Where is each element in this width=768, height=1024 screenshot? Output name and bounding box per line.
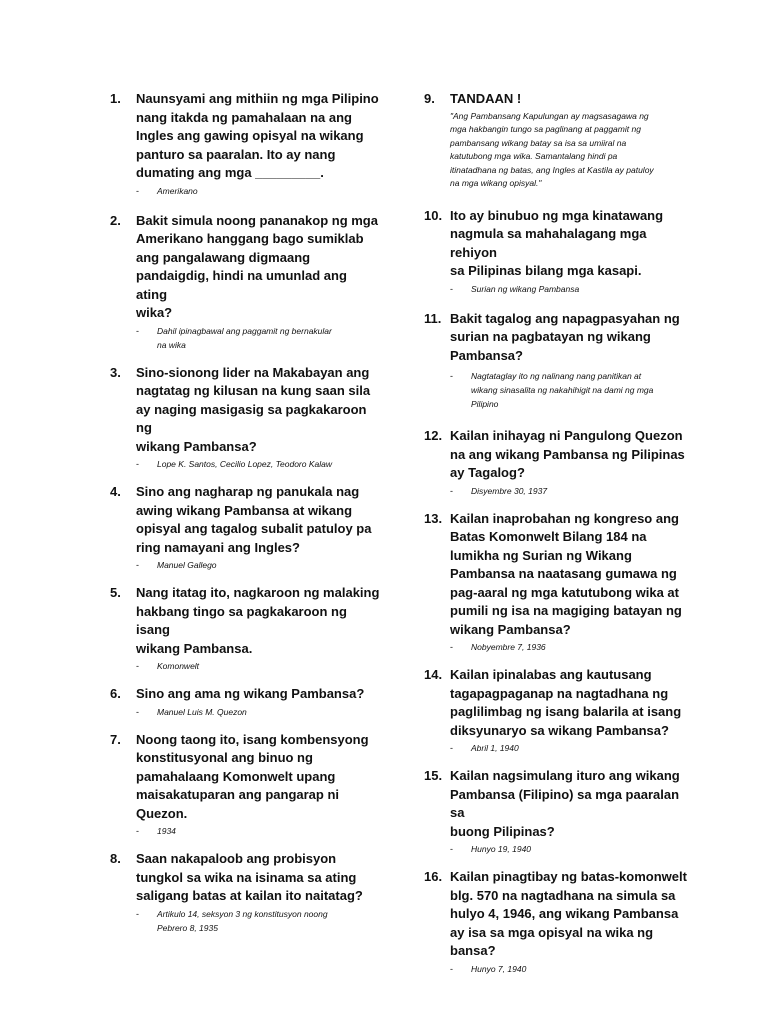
answer xyxy=(136,558,380,572)
question-number: 10. xyxy=(424,207,443,223)
answer-text: Surian ng wikang Pambansa xyxy=(471,283,580,294)
answer xyxy=(136,705,380,719)
question-item-4 xyxy=(110,483,380,572)
answer xyxy=(450,369,694,411)
question-text: Noong taong ito, isang kombensyong konstitusyonal ang binuo ng pamahalaang Komonwelt upang maisakatuparan ang pangarap ni Quezon. xyxy=(136,731,369,821)
answer xyxy=(450,282,694,296)
question-text: Sino ang ama ng wikang Pambansa? xyxy=(136,686,365,701)
answer-dash: - xyxy=(136,185,139,196)
answer xyxy=(136,824,380,838)
answer-text: Lope K. Santos, Cecilio Lopez, Teodoro Kalaw xyxy=(157,459,332,469)
question-item-14 xyxy=(424,666,694,755)
question-text: Kailan inaprobahan ng kongreso ang Batas Komonwelt Bilang 184 na lumikha ng Surian ng Wikang Pambansa na naatasang gumawa ng pag-aaral ng mga katutubong wika at pumili ng isa na magiging batayan ng wikang Pambansa? xyxy=(450,510,682,637)
question-number: 8. xyxy=(110,851,121,866)
question-text: Kailan pinagtibay ng batas-komonwelt blg. 570 na nagtadhana na simula sa hulyo 4, 1946, ang wikang Pambansa ay isa sa mga opisyal na wika ng bansa? xyxy=(450,869,687,958)
question-item-11 xyxy=(424,310,694,412)
answer-dash: - xyxy=(136,908,139,919)
answer-dash: - xyxy=(136,325,139,336)
question-item-1 xyxy=(110,90,380,198)
answer xyxy=(450,842,694,856)
question-text: Kailan nagsimulang ituro ang wikang Pambansa (Filipino) sa mga paaralan sa buong Pilipinas? xyxy=(450,768,680,839)
answer-dash: - xyxy=(450,642,453,652)
question-number: 6. xyxy=(110,686,121,701)
question-number: 13. xyxy=(424,510,443,526)
question-number: 2. xyxy=(110,212,121,228)
question-number: 3. xyxy=(110,364,121,380)
answer-text: Komonwelt xyxy=(157,661,200,671)
answer-text: Amerikano xyxy=(157,185,198,196)
answer-text: 1934 xyxy=(157,826,176,836)
answer-dash: - xyxy=(136,706,139,717)
answer xyxy=(136,659,380,673)
answer xyxy=(136,457,380,471)
answer-text: Manuel Luis M. Quezon xyxy=(157,706,247,717)
answer-text: Disyembre 30, 1937 xyxy=(471,485,548,496)
question-text: Sino ang nagharap ng panukala nag awing wikang Pambansa at wikang opisyal ang tagalog subalit patuloy pa ring namayani ang Ingles? xyxy=(136,484,372,555)
question-number: 1. xyxy=(110,91,121,106)
question-text: Saan nakapaloob ang probisyon tungkol sa wika na isinama sa ating saligang batas at kailan ito naitatag? xyxy=(136,851,363,903)
answer-dash: - xyxy=(136,459,139,469)
question-item-5 xyxy=(110,584,380,673)
answer-dash: - xyxy=(450,283,453,294)
question-text: Bakit tagalog ang napagpasyahan ng surian na pagbatayan ng wikang Pambansa? xyxy=(450,310,680,363)
answer-text: Manuel Gallego xyxy=(157,560,217,570)
question-item-12 xyxy=(424,427,694,498)
answer-dash: - xyxy=(136,560,139,570)
left-column xyxy=(110,90,380,935)
question-item-3 xyxy=(110,364,380,472)
question-text: Nang itatag ito, nagkaroon ng malaking hakbang tingo sa pagkakaroon ng isang wikang Pambansa. xyxy=(136,585,380,656)
question-item-10 xyxy=(424,207,694,296)
answer-dash: - xyxy=(136,661,139,671)
answer-text: Hunyo 7, 1940 xyxy=(471,963,527,974)
answer-text: Abril 1, 1940 xyxy=(471,743,519,753)
answer-text: Hunyo 19, 1940 xyxy=(471,844,532,854)
question-item-8 xyxy=(110,850,380,935)
answer xyxy=(136,184,380,198)
answer xyxy=(450,741,694,755)
question-text: Sino-sionong lider na Makabayan ang nagtatag ng kilusan na kung saan sila ay naging masigasig sa pagkakaroon ng wikang Pambansa? xyxy=(136,364,371,454)
answer-text: Artikulo 14, seksyon 3 ng konstitusyon noong Pebrero 8, 1935 xyxy=(157,908,328,933)
question-number: 16. xyxy=(424,869,443,884)
question-number: 15. xyxy=(424,768,443,783)
answer-text: Nagtataglay ito ng nalinang nang panitikan at wikang sinasalita ng nakahihigit na dami ng mga Pilipino xyxy=(471,371,654,409)
reminder-quote: "Ang Pambansang Kapulungan ay magsasagawa ng mga hakbangin tungo sa paglinang at paggamit ng pambansang wikang batay sa isa sa umiiral na katutubong mga wika. Samantalang hindi pa itinatadhana ng batas, ang Ingles at Kastila ay patuloy na mga wikang opisyal." xyxy=(450,110,654,188)
question-text: Bakit simula noong pananakop ng mga Amerikano hanggang bago sumiklab ang pangalawang digmaang pandaigdig, hindi na umunlad ang ating wika? xyxy=(136,212,378,320)
question-text: Ito ay binubuo ng mga kinatawang nagmula sa mahahalagang mga rehiyon sa Pilipinas bilang mga kasapi. xyxy=(450,207,664,278)
question-number: 14. xyxy=(424,667,443,682)
question-text: Kailan ipinalabas ang kautusang tagapagpaganap na nagtadhana ng paglilimbag ng isang balarila at isang diksyunaryo sa wikang Pambansa? xyxy=(450,667,682,738)
question-number: 12. xyxy=(424,428,443,443)
question-item-6 xyxy=(110,685,380,719)
answer-text: Nobyembre 7, 1936 xyxy=(471,642,546,652)
answer xyxy=(136,324,380,352)
answer-dash: - xyxy=(450,485,453,496)
answer-dash: - xyxy=(450,844,453,854)
question-item-9 xyxy=(424,90,694,191)
answer-dash: - xyxy=(450,371,453,381)
question-number: 5. xyxy=(110,585,121,600)
question-item-16 xyxy=(424,868,694,976)
question-item-2 xyxy=(110,212,380,352)
question-item-15 xyxy=(424,767,694,856)
question-text: Kailan inihayag ni Pangulong Quezon na ang wikang Pambansa ng Pilipinas ay Tagalog? xyxy=(450,428,685,480)
question-number: 9. xyxy=(424,91,435,106)
answer-dash: - xyxy=(450,743,453,753)
question-item-7 xyxy=(110,731,380,839)
question-number: 4. xyxy=(110,484,121,499)
answer xyxy=(136,907,380,935)
answer xyxy=(450,484,694,498)
answer-text: Dahil ipinagbawal ang paggamit ng bernakular na wika xyxy=(157,325,332,350)
answer xyxy=(450,962,694,976)
question-item-13 xyxy=(424,510,694,655)
answer-dash: - xyxy=(136,826,139,836)
question-number: 11. xyxy=(424,310,442,326)
reminder-heading: TANDAAN ! xyxy=(450,91,522,106)
answer xyxy=(450,640,694,654)
answer-dash: - xyxy=(450,963,453,974)
question-number: 7. xyxy=(110,731,121,747)
question-text: Naunsyami ang mithiin ng mga Pilipino nang itakda ng pamahalaan na ang Ingles ang gawing opisyal na wikang panturo sa paaralan. Ito ay nang dumating ang mga _________. xyxy=(136,91,379,180)
right-column xyxy=(424,90,694,976)
